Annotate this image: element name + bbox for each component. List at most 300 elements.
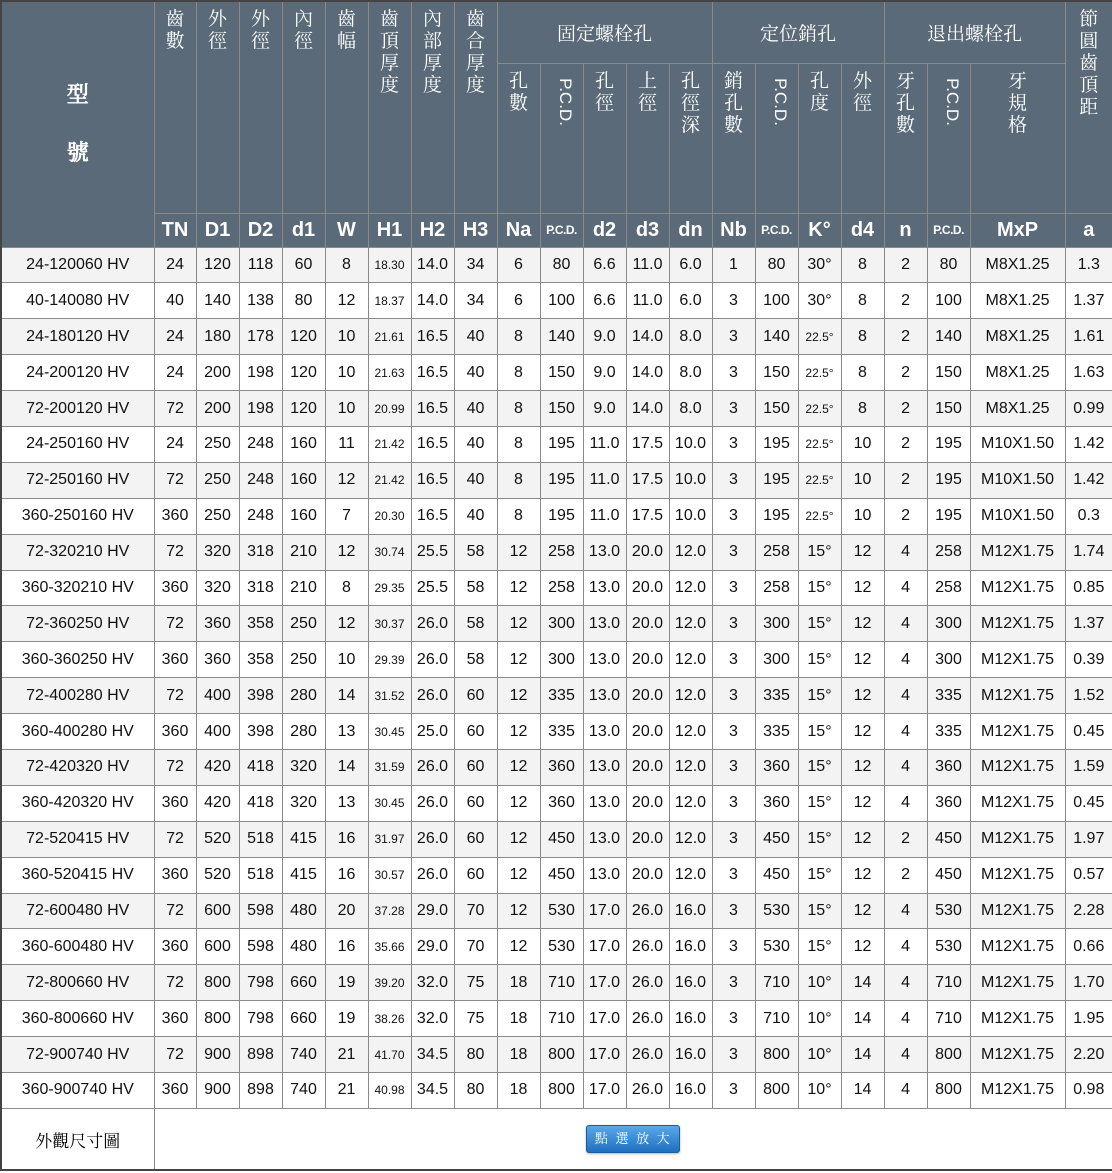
model-cell: 360-360250 HV [1,642,154,678]
value-cell: M8X1.25 [970,247,1065,283]
value-cell: 4 [884,929,927,965]
value-cell: 12 [841,749,884,785]
value-cell: M12X1.75 [970,678,1065,714]
value-cell: 320 [196,534,239,570]
value-cell: 140 [927,319,970,355]
value-cell: 25.5 [411,534,454,570]
value-cell: 195 [755,426,798,462]
value-cell: 518 [239,821,282,857]
model-cell: 72-200120 HV [1,391,154,427]
value-cell: 21.42 [368,462,411,498]
value-cell: 598 [239,893,282,929]
value-cell: 14 [841,1072,884,1108]
symbol-dn: dn [669,213,712,247]
group-ejector-bolt: 退出螺栓孔 [884,1,1065,63]
value-cell: 10 [325,355,368,391]
model-cell: 24-120060 HV [1,247,154,283]
value-cell: 1.52 [1065,678,1112,714]
value-cell: 16.0 [669,1001,712,1037]
col-pcd-fixing: P.C.D. [540,63,583,213]
value-cell: 150 [540,355,583,391]
value-cell: 80 [454,1037,497,1073]
value-cell: 8 [497,355,540,391]
value-cell: 150 [540,391,583,427]
value-cell: M12X1.75 [970,857,1065,893]
value-cell: 320 [282,749,325,785]
value-cell: 195 [540,462,583,498]
value-cell: 740 [282,1037,325,1073]
value-cell: 360 [755,785,798,821]
value-cell: 1.42 [1065,462,1112,498]
value-cell: 200 [196,391,239,427]
value-cell: 70 [454,929,497,965]
symbol-d2: D2 [239,213,282,247]
value-cell: M8X1.25 [970,391,1065,427]
value-cell: 3 [712,391,755,427]
value-cell: 530 [540,893,583,929]
value-cell: 80 [755,247,798,283]
value-cell: 258 [755,570,798,606]
value-cell: 14 [325,678,368,714]
value-cell: 12 [325,462,368,498]
value-cell: 58 [454,534,497,570]
value-cell: 250 [282,606,325,642]
value-cell: 31.59 [368,749,411,785]
value-cell: 72 [154,391,196,427]
value-cell: 26.0 [411,857,454,893]
model-cell: 72-320210 HV [1,534,154,570]
value-cell: 3 [712,1001,755,1037]
value-cell: 60 [282,247,325,283]
value-cell: 150 [927,391,970,427]
value-cell: 798 [239,1001,282,1037]
value-cell: 9.0 [583,391,626,427]
value-cell: 195 [540,426,583,462]
value-cell: 15° [798,785,841,821]
value-cell: 17.0 [583,1072,626,1108]
value-cell: 16.5 [411,319,454,355]
value-cell: 3 [712,965,755,1001]
value-cell: 120 [282,319,325,355]
value-cell: 10 [841,498,884,534]
value-cell: 16.0 [669,1072,712,1108]
value-cell: 26.0 [626,1072,669,1108]
value-cell: 1.59 [1065,749,1112,785]
value-cell: 195 [927,498,970,534]
value-cell: 300 [927,606,970,642]
value-cell: 39.20 [368,965,411,1001]
value-cell: 10.0 [669,498,712,534]
value-cell: M10X1.50 [970,498,1065,534]
value-cell: 4 [884,1072,927,1108]
value-cell: 12.0 [669,785,712,821]
value-cell: 13 [325,714,368,750]
value-cell: 800 [927,1037,970,1073]
value-cell: 318 [239,570,282,606]
value-cell: 30.45 [368,714,411,750]
model-cell: 360-800660 HV [1,1001,154,1037]
value-cell: 4 [884,678,927,714]
value-cell: 26.0 [411,785,454,821]
value-cell: 740 [282,1072,325,1108]
value-cell: 12 [841,929,884,965]
value-cell: 13.0 [583,534,626,570]
value-cell: M12X1.75 [970,893,1065,929]
value-cell: 12.0 [669,857,712,893]
value-cell: 150 [755,355,798,391]
value-cell: 300 [540,606,583,642]
value-cell: 12 [497,929,540,965]
value-cell: 58 [454,606,497,642]
value-cell: 415 [282,857,325,893]
value-cell: 12.0 [669,714,712,750]
value-cell: 140 [196,283,239,319]
value-cell: 140 [540,319,583,355]
value-cell: 800 [196,1001,239,1037]
value-cell: 12 [497,821,540,857]
model-cell: 360-600480 HV [1,929,154,965]
value-cell: 10 [841,462,884,498]
value-cell: 40 [454,319,497,355]
table-row [1,606,1112,642]
model-cell: 360-400280 HV [1,714,154,750]
value-cell: 6.0 [669,283,712,319]
value-cell: 3 [712,821,755,857]
model-cell: 360-900740 HV [1,1072,154,1108]
table-row [1,965,1112,1001]
value-cell: 22.5° [798,426,841,462]
value-cell: 13.0 [583,570,626,606]
value-cell: 12 [325,534,368,570]
value-cell: 258 [927,534,970,570]
value-cell: 20.99 [368,391,411,427]
value-cell: 12.0 [669,606,712,642]
value-cell: 10 [325,319,368,355]
value-cell: 320 [196,570,239,606]
col-pcd-dowel: P.C.D. [755,63,798,213]
value-cell: 20.0 [626,534,669,570]
value-cell: 72 [154,534,196,570]
col-mxp: 牙規格 [970,63,1065,213]
value-cell: 17.0 [583,1037,626,1073]
value-cell: 25.5 [411,570,454,606]
value-cell: 2 [884,247,927,283]
value-cell: 14.0 [626,391,669,427]
value-cell: 335 [755,714,798,750]
value-cell: 400 [196,678,239,714]
value-cell: 1 [712,247,755,283]
model-cell: 72-250160 HV [1,462,154,498]
value-cell: 198 [239,355,282,391]
value-cell: 335 [540,678,583,714]
value-cell: 3 [712,498,755,534]
value-cell: 530 [755,929,798,965]
value-cell: 26.0 [411,821,454,857]
value-cell: 200 [196,355,239,391]
table-row [1,1072,1112,1108]
value-cell: 15° [798,642,841,678]
value-cell: 0.39 [1065,642,1112,678]
value-cell: 120 [282,391,325,427]
value-cell: 12.0 [669,821,712,857]
value-cell: 6.6 [583,247,626,283]
zoom-button[interactable]: 點 選 放 大 [586,1125,680,1153]
col-na: 孔數 [497,63,540,213]
value-cell: 1.3 [1065,247,1112,283]
value-cell: 335 [927,714,970,750]
value-cell: 3 [712,570,755,606]
value-cell: 30.37 [368,606,411,642]
value-cell: 138 [239,283,282,319]
value-cell: 100 [927,283,970,319]
value-cell: 72 [154,606,196,642]
value-cell: 280 [282,714,325,750]
value-cell: 26.0 [411,749,454,785]
table-body [1,247,1112,1108]
value-cell: 8 [497,319,540,355]
value-cell: 150 [927,355,970,391]
value-cell: M12X1.75 [970,606,1065,642]
value-cell: 20.0 [626,714,669,750]
value-cell: 2 [884,498,927,534]
value-cell: 11 [325,426,368,462]
value-cell: 14 [325,749,368,785]
value-cell: 12 [841,821,884,857]
value-cell: 898 [239,1037,282,1073]
value-cell: 8.0 [669,355,712,391]
value-cell: 3 [712,426,755,462]
table-row [1,857,1112,893]
value-cell: 3 [712,714,755,750]
value-cell: 450 [927,857,970,893]
value-cell: 660 [282,1001,325,1037]
value-cell: 4 [884,965,927,1001]
value-cell: 360 [540,749,583,785]
symbol-w: W [325,213,368,247]
value-cell: 18 [497,965,540,1001]
value-cell: 40 [454,391,497,427]
value-cell: 3 [712,1037,755,1073]
value-cell: 710 [927,1001,970,1037]
col-width: 齒幅 [325,1,368,213]
model-cell: 72-800660 HV [1,965,154,1001]
value-cell: 1.70 [1065,965,1112,1001]
value-cell: 24 [154,426,196,462]
value-cell: 6.0 [669,247,712,283]
model-cell: 24-250160 HV [1,426,154,462]
value-cell: 360 [540,785,583,821]
value-cell: 18.37 [368,283,411,319]
col-h1: 齒頂厚度 [368,1,411,213]
value-cell: 600 [196,893,239,929]
symbol-d3: d3 [626,213,669,247]
value-cell: 40 [454,498,497,534]
value-cell: 258 [540,570,583,606]
model-cell: 40-140080 HV [1,283,154,319]
value-cell: 60 [454,714,497,750]
value-cell: 22.5° [798,498,841,534]
value-cell: 16.0 [669,965,712,1001]
value-cell: 178 [239,319,282,355]
value-cell: 420 [196,749,239,785]
value-cell: 12 [497,534,540,570]
value-cell: 8 [497,498,540,534]
value-cell: 6 [497,283,540,319]
value-cell: 26.0 [626,929,669,965]
value-cell: 30° [798,247,841,283]
value-cell: 15° [798,857,841,893]
value-cell: 24 [154,319,196,355]
value-cell: 72 [154,965,196,1001]
value-cell: 3 [712,785,755,821]
value-cell: M12X1.75 [970,785,1065,821]
value-cell: 12 [497,857,540,893]
value-cell: 11.0 [626,247,669,283]
col-od2: 外徑 [239,1,282,213]
value-cell: 1.37 [1065,283,1112,319]
value-cell: 3 [712,283,755,319]
col-nb: 銷孔數 [712,63,755,213]
value-cell: 335 [540,714,583,750]
value-cell: 31.97 [368,821,411,857]
value-cell: 17.5 [626,498,669,534]
value-cell: 4 [884,785,927,821]
value-cell: 4 [884,749,927,785]
value-cell: 258 [540,534,583,570]
value-cell: 710 [755,1001,798,1037]
col-od1: 外徑 [196,1,239,213]
value-cell: 75 [454,965,497,1001]
table-row [1,319,1112,355]
value-cell: 58 [454,642,497,678]
symbol-tn: TN [154,213,196,247]
value-cell: 40 [454,426,497,462]
symbol-h3: H3 [454,213,497,247]
value-cell: 13.0 [583,678,626,714]
value-cell: 12.0 [669,570,712,606]
value-cell: 8 [841,247,884,283]
value-cell: 26.0 [626,893,669,929]
value-cell: 12.0 [669,749,712,785]
value-cell: 2.28 [1065,893,1112,929]
model-cell: 72-900740 HV [1,1037,154,1073]
value-cell: 37.28 [368,893,411,929]
value-cell: 70 [454,893,497,929]
value-cell: 12 [841,606,884,642]
symbol-n: n [884,213,927,247]
value-cell: 710 [927,965,970,1001]
value-cell: 1.63 [1065,355,1112,391]
value-cell: 80 [282,283,325,319]
table-row [1,1001,1112,1037]
model-header: 型號 [1,1,154,247]
model-cell: 72-600480 HV [1,893,154,929]
value-cell: 32.0 [411,1001,454,1037]
value-cell: 800 [540,1037,583,1073]
value-cell: 418 [239,749,282,785]
symbol-h1: H1 [368,213,411,247]
value-cell: 598 [239,929,282,965]
value-cell: 72 [154,893,196,929]
value-cell: 26.0 [411,678,454,714]
value-cell: 80 [540,247,583,283]
value-cell: 450 [927,821,970,857]
value-cell: 4 [884,893,927,929]
value-cell: 4 [884,570,927,606]
value-cell: 20.0 [626,785,669,821]
value-cell: 31.52 [368,678,411,714]
value-cell: 12 [841,785,884,821]
table-row [1,391,1112,427]
value-cell: 60 [454,785,497,821]
table-row [1,893,1112,929]
value-cell: 58 [454,570,497,606]
value-cell: 8 [325,247,368,283]
value-cell: 198 [239,391,282,427]
value-cell: 17.0 [583,893,626,929]
symbol-pcd-ejector: P.C.D. [927,213,970,247]
col-a: 節圓齒頂距 [1065,1,1112,213]
value-cell: 11.0 [583,498,626,534]
value-cell: 358 [239,606,282,642]
value-cell: 450 [755,821,798,857]
value-cell: 11.0 [583,462,626,498]
value-cell: 12 [841,678,884,714]
value-cell: 400 [196,714,239,750]
value-cell: 195 [927,426,970,462]
value-cell: 360 [154,1072,196,1108]
value-cell: 35.66 [368,929,411,965]
symbol-h2: H2 [411,213,454,247]
value-cell: M12X1.75 [970,965,1065,1001]
value-cell: 195 [540,498,583,534]
value-cell: 80 [454,1072,497,1108]
table-row [1,498,1112,534]
value-cell: 15° [798,678,841,714]
value-cell: 20.0 [626,642,669,678]
value-cell: 14.0 [411,247,454,283]
value-cell: 0.45 [1065,714,1112,750]
value-cell: 13.0 [583,785,626,821]
value-cell: 22.5° [798,391,841,427]
table-row [1,283,1112,319]
value-cell: 4 [884,642,927,678]
symbol-a: a [1065,213,1112,247]
value-cell: 22.5° [798,355,841,391]
value-cell: 300 [755,606,798,642]
model-cell: 72-420320 HV [1,749,154,785]
table-row [1,1037,1112,1073]
value-cell: 2 [884,857,927,893]
value-cell: 360 [154,1001,196,1037]
value-cell: 3 [712,678,755,714]
value-cell: 1.74 [1065,534,1112,570]
value-cell: 12.0 [669,678,712,714]
value-cell: 0.85 [1065,570,1112,606]
value-cell: 120 [196,247,239,283]
value-cell: 360 [927,749,970,785]
value-cell: 24 [154,247,196,283]
value-cell: 0.66 [1065,929,1112,965]
value-cell: M12X1.75 [970,929,1065,965]
value-cell: 798 [239,965,282,1001]
value-cell: 3 [712,355,755,391]
value-cell: 180 [196,319,239,355]
value-cell: 21.63 [368,355,411,391]
value-cell: 22.5° [798,462,841,498]
value-cell: 10 [841,426,884,462]
value-cell: 10.0 [669,462,712,498]
